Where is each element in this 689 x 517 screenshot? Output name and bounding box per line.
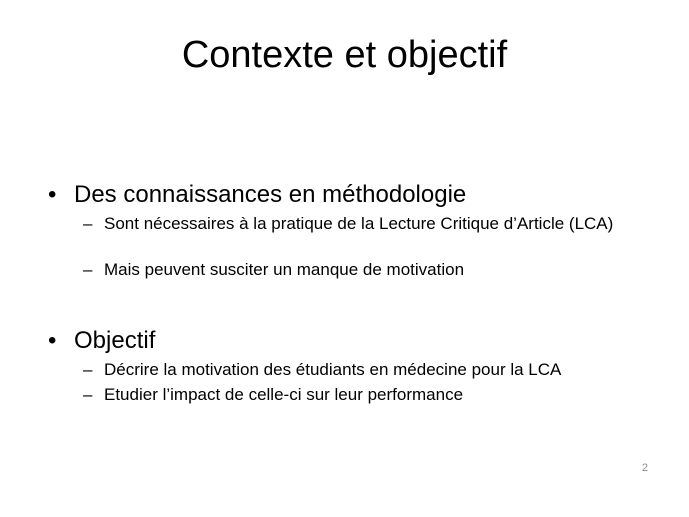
dash-icon: –	[83, 385, 93, 404]
page-number: 2	[641, 462, 648, 474]
sub-item-text: Sont nécessaires à la pratique de la Lecture Critique d’Article (LCA)	[104, 214, 614, 233]
dash-icon: –	[83, 260, 93, 279]
bullet-heading: Objectif	[74, 327, 156, 354]
bullet-icon: •	[48, 181, 57, 208]
slide-title: Contexte et objectif	[181, 34, 508, 76]
sub-item-text: Mais peuvent susciter un manque de motivation	[104, 260, 465, 279]
dash-icon: –	[83, 214, 93, 233]
dash-icon: –	[83, 360, 93, 379]
sub-item-text: Décrire la motivation des étudiants en médecine pour la LCA	[104, 360, 562, 379]
bullet-heading: Des connaissances en méthodologie	[74, 181, 467, 208]
bullet-icon: •	[48, 327, 57, 354]
sub-item-text: Etudier l’impact de celle-ci sur leur performance	[104, 385, 464, 404]
